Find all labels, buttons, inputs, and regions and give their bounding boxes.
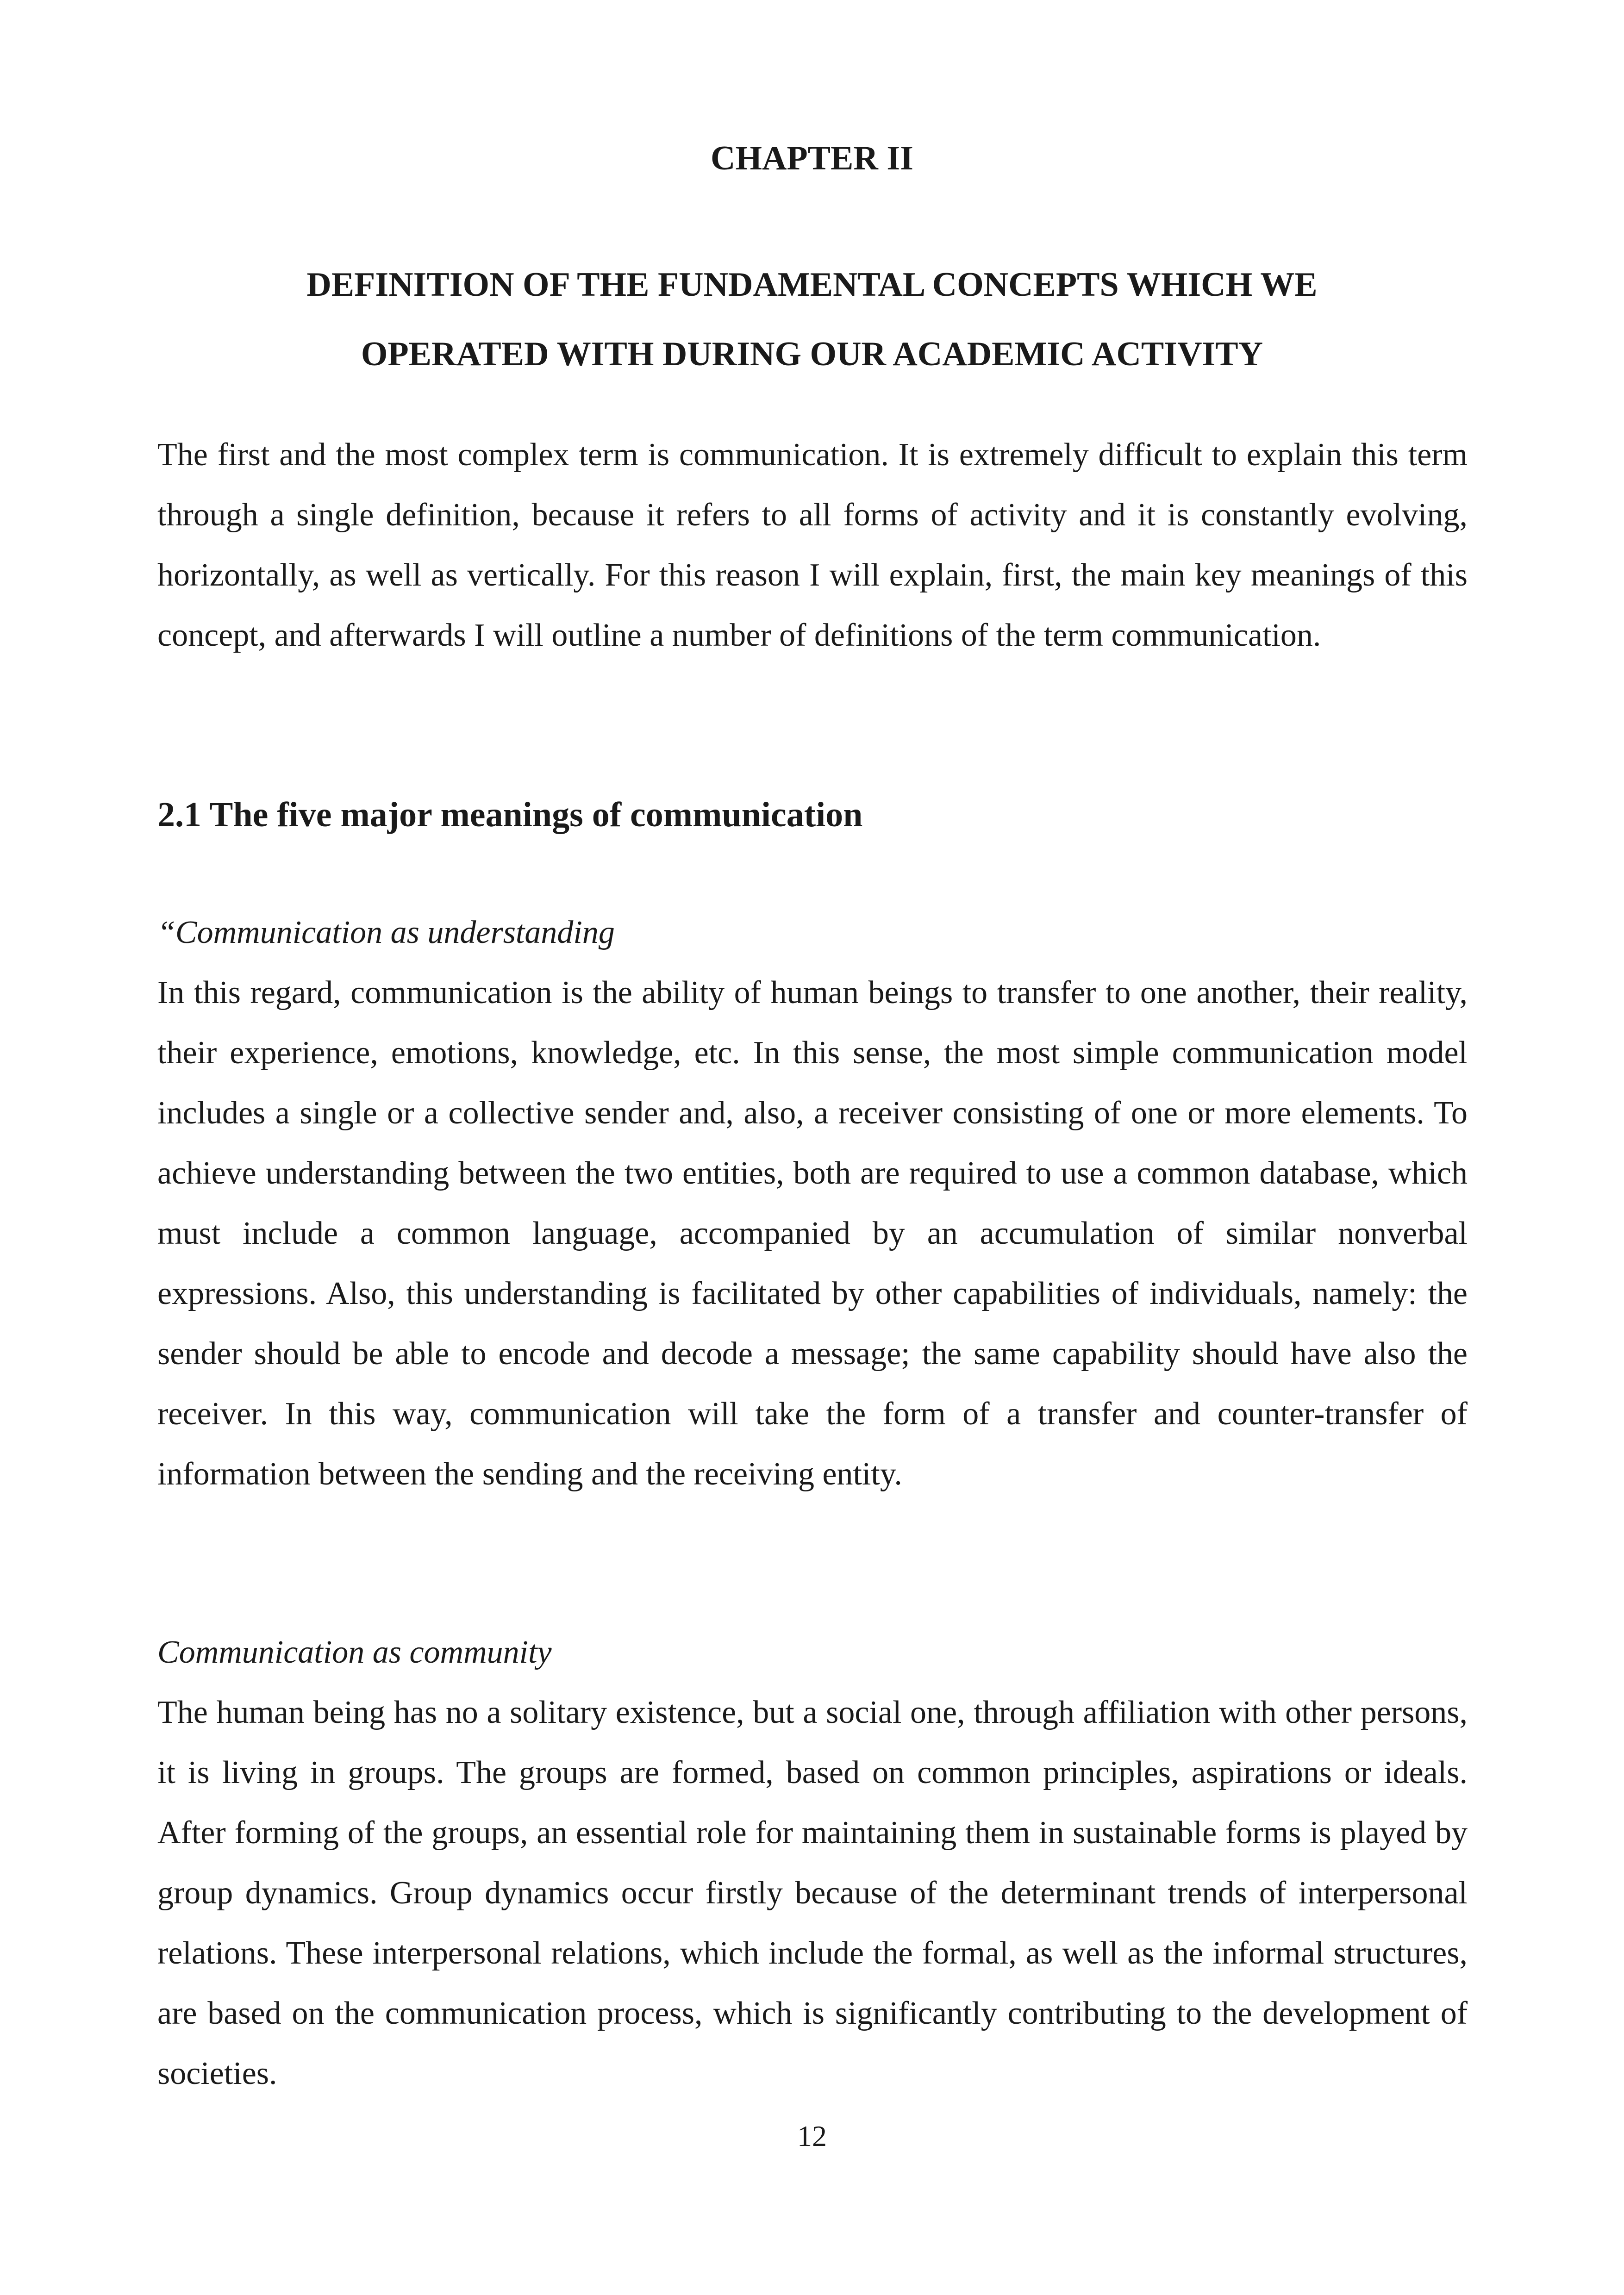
section-heading: 2.1 The five major meanings of communication (157, 795, 863, 834)
chapter-title-line-2: OPERATED WITH DURING OUR ACADEMIC ACTIVITY (361, 335, 1263, 373)
paragraph-understanding: In this regard, communication is the ability of human beings to transfer to one another, their reality, their experience, emotions, knowledge, etc. In this sense, the most simple communication model includes a single or a collective sender and, also, a receiver consisting of one or more elements. To achieve understanding between the two entities, both are required to use a common database, which must include a common language, accompanied by an accumulation of similar nonverbal expressions. Also, this understanding is facilitated by other capabilities of individuals, namely: the sender should be able to encode and decode a message; the same capability should have also the receiver. In this way, communication will take the form of a transfer and counter-transfer of information between the sending and the receiving entity. (157, 975, 1468, 1492)
paragraph-community: The human being has no a solitary existence, but a social one, through affiliation with other persons, it is living in groups. The groups are formed, based on common principles, aspirations or ideals. After forming of the groups, an essential role for maintaining them in sustainable forms is played by group dynamics. Group dynamics occur firstly because of the determinant trends of interpersonal relations. These interpersonal relations, which include the formal, as well as the informal structures, are based on the communication process, which is significantly contributing to the development of societies. (157, 1695, 1468, 2091)
chapter-label: CHAPTER II (711, 139, 913, 177)
chapter-title (157, 250, 1467, 389)
subheading-community: Communication as community (157, 1634, 552, 1670)
intro-paragraph: The first and the most complex term is communication. It is extremely difficult to explain this term through a single definition, because it refers to all forms of activity and it is constantly evolving, horizontally, as well as vertically. For this reason I will explain, first, the main key meanings of this concept, and afterwards I will outline a number of definitions of the term communication. (157, 437, 1468, 653)
subheading-understanding: “Communication as understanding (157, 915, 615, 950)
chapter-title-line-1: DEFINITION OF THE FUNDAMENTAL CONCEPTS WHICH WE (306, 266, 1318, 304)
page-number: 12 (797, 2120, 827, 2152)
